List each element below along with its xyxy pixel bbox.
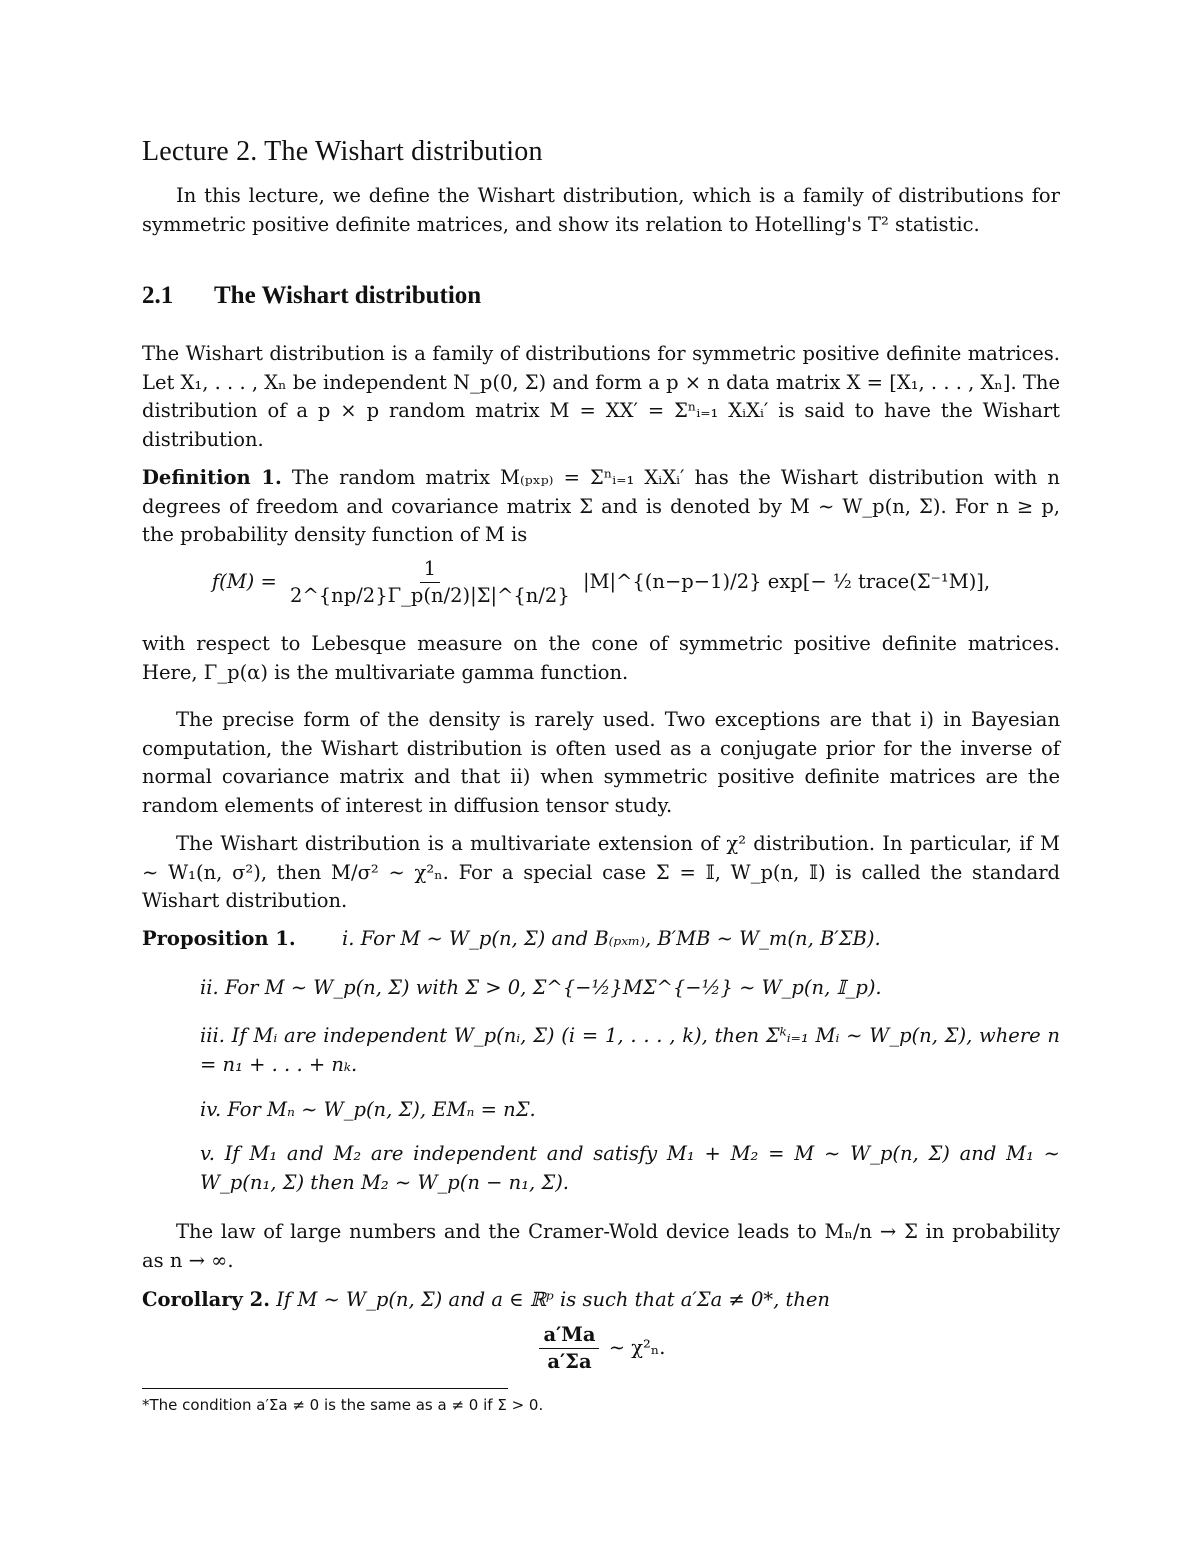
- footnote-rule: [142, 1388, 508, 1389]
- proposition-item-ii: ii. For M ∼ W_p(n, Σ) with Σ > 0, Σ^{−½}MΣ^{−½} ∼ W_p(n, 𝕀_p).: [200, 976, 882, 999]
- eq-lhs: f(M) =: [211, 570, 277, 593]
- eq-fraction: [286, 556, 574, 609]
- section-title: The Wishart distribution: [214, 282, 482, 309]
- definition-label: Definition 1.: [142, 466, 282, 489]
- paragraph-2-text: The precise form of the density is rarely used. Two exceptions are that i) in Bayesian computation, the Wishart distribution is often used as a conjugate prior for the inverse of normal covariance matrix and that ii) when symmetric positive definite matrices are the random elements of interest in diffusion tensor study.: [142, 708, 1060, 817]
- proposition-item-i: i. For M ∼ W_p(n, Σ) and B₍ₚₓₘ₎, B′MB ∼ W_m(n, B′ΣB).: [342, 927, 881, 950]
- eq-denominator: 2^{np/2}Γ_p(n/2)|Σ|^{n/2}: [290, 584, 570, 607]
- corollary-label: Corollary 2.: [142, 1288, 271, 1311]
- intro-paragraph: [142, 182, 1060, 239]
- definition-after-text: with respect to Lebesque measure on the cone of symmetric positive definite matrices. Here, Γ_p(α) is the multivariate gamma function.: [142, 632, 1060, 684]
- definition-1: [142, 464, 1060, 550]
- paragraph-4-text: The law of large numbers and the Cramer-Wold device leads to Mₙ/n → Σ in probability as n → ∞.: [142, 1220, 1060, 1272]
- proposition-item-v: v. If M₁ and M₂ are independent and satisfy M₁ + M₂ = M ∼ W_p(n, Σ) and M₁ ∼ W_p(n₁, Σ) then M₂ ∼ W_p(n − n₁, Σ).: [200, 1142, 1060, 1194]
- lecture-title: Lecture 2. The Wishart distribution: [142, 136, 543, 167]
- paragraph-2: [142, 706, 1060, 820]
- proposition-label: Proposition 1.: [142, 927, 296, 950]
- density-equation: [142, 556, 1060, 609]
- section-number: 2.1: [142, 282, 174, 309]
- definition-text: The random matrix M₍ₚₓₚ₎ = Σⁿᵢ₌₁ XᵢXᵢ′ has the Wishart distribution with n degrees of freedom and covariance matrix Σ and is denoted by M ∼ W_p(n, Σ). For n ≥ p, the probability density function of M is: [142, 466, 1060, 546]
- cor-numerator: a′Ma: [539, 1322, 599, 1349]
- corollary-2: [142, 1286, 1060, 1315]
- proposition-item-iv: iv. For Mₙ ∼ W_p(n, Σ), EMₙ = nΣ.: [200, 1098, 536, 1121]
- proposition-item-iii: iii. If Mᵢ are independent W_p(nᵢ, Σ) (i = 1, . . . , k), then Σᵏᵢ₌₁ Mᵢ ∼ W_p(n, Σ), where n = n₁ + . . . + nₖ.: [200, 1024, 1060, 1076]
- cor-denominator: a′Σa: [547, 1350, 592, 1373]
- paragraph-3: [142, 830, 1060, 916]
- eq-rhs: |M|^{(n−p−1)/2} exp[− ½ trace(Σ⁻¹M)],: [582, 570, 991, 593]
- definition-after: [142, 630, 1060, 687]
- paragraph-3-text: The Wishart distribution is a multivariate extension of χ² distribution. In particular, if M ∼ W₁(n, σ²), then M/σ² ∼ χ²ₙ. For a special case Σ = 𝕀, W_p(n, 𝕀) is called the standard Wishart distribution.: [142, 832, 1060, 912]
- intro-text: In this lecture, we define the Wishart distribution, which is a family of distributions for symmetric positive definite matrices, and show its relation to Hotelling's T² statistic.: [142, 184, 1060, 236]
- corollary-text: If M ∼ W_p(n, Σ) and a ∈ ℝᵖ is such that a′Σa ≠ 0*, then: [276, 1288, 830, 1311]
- paragraph-1-text: The Wishart distribution is a family of distributions for symmetric positive definite matrices. Let X₁, . . . , Xₙ be independent N_p(0, Σ) and form a p × n data matrix X = [X₁, . . . , Xₙ]. The distribution of a p × p random matrix M = XX′ = Σⁿᵢ₌₁ XᵢXᵢ′ is said to have the Wishart distribution.: [142, 342, 1060, 451]
- eq-numerator: 1: [420, 556, 440, 583]
- paragraph-1: [142, 340, 1060, 454]
- cor-rhs: ∼ χ²ₙ.: [608, 1336, 666, 1359]
- cor-fraction: [539, 1322, 599, 1375]
- paragraph-4: [142, 1218, 1060, 1275]
- footnote: *The condition a′Σa ≠ 0 is the same as a ≠ 0 if Σ > 0.: [142, 1396, 544, 1414]
- section-heading: [142, 282, 481, 310]
- corollary-equation: [142, 1322, 1060, 1375]
